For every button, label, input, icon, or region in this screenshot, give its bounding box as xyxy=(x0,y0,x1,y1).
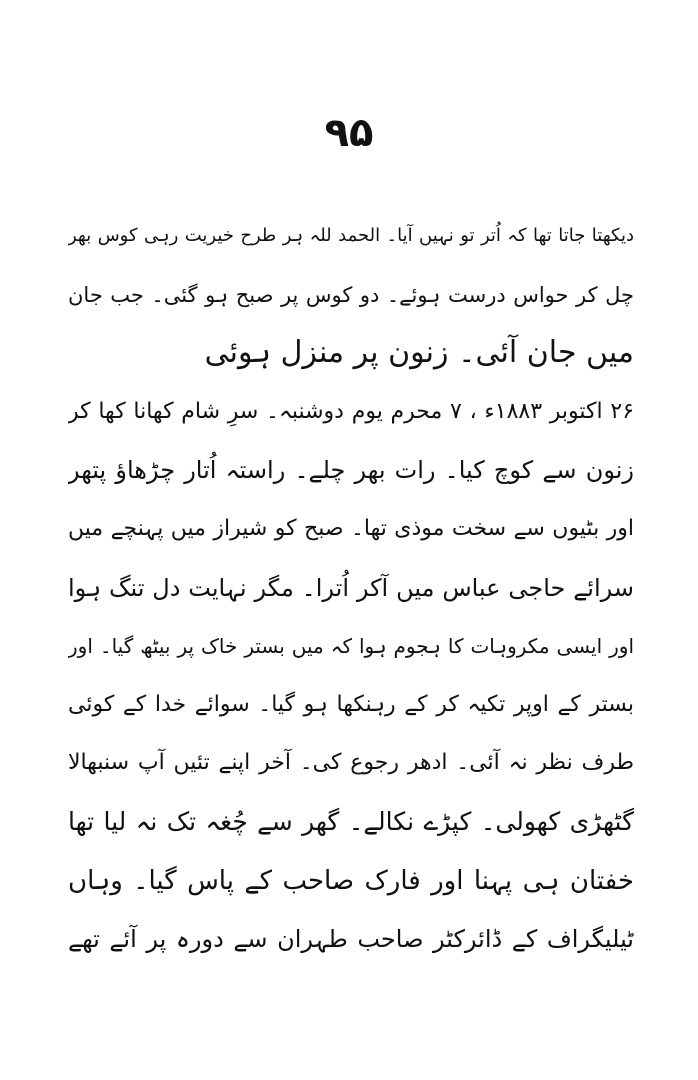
text-line: سرائے حاجی عباس میں آکر اُترا۔ مگر نہایت دل تنگ ہوا xyxy=(68,573,634,602)
text-line: گٹھڑی کھولی۔ کپڑے نکالے۔ گھر سے چُغہ تک نہ لیا تھا xyxy=(68,806,634,836)
text-line: دیکھتا جاتا تھا کہ اُتر تو نہیں آیا۔ الحمد للہ ہر طرح خیریت رہی کوس بھر xyxy=(68,225,634,246)
text-line: طرف نظر نہ آئی۔ ادھر رجوع کی۔ آخر اپنے تئیں آپ سنبھالا xyxy=(68,750,634,776)
text-line: بستر کے اوپر تکیہ کر کے رہنکھا ہو گیا۔ سوائے خدا کے کوئی xyxy=(68,691,634,717)
text-line: ٹیلیگراف کے ڈائرکٹر صاحب طہران سے دورہ پر آئے تھے xyxy=(68,925,634,954)
text-line: چل کر حواس درست ہوئے۔ دو کوس پر صبح ہو گئی۔ جب جان xyxy=(68,282,634,307)
text-line: زنون سے کوچ کیا۔ رات بھر چلے۔ راستہ اُتار چڑھاؤ پتھر xyxy=(68,456,634,485)
text-line: میں جان آئی۔ زنون پر منزل ہوئی xyxy=(204,335,634,371)
page-body-text xyxy=(68,207,634,969)
text-line: اور ایسی مکروہات کا ہجوم ہوا کہ میں بستر خاک پر بیٹھ گیا۔ اور xyxy=(68,634,634,659)
page-number: ۹۵ xyxy=(324,110,374,156)
text-line: خفتان ہی پہنا اور فارک صاحب کے پاس گیا۔ وہاں xyxy=(68,865,634,896)
text-line: ۲۶ اکتوبر ۱۸۸۳ء ، ۷ محرم یوم دوشنبہ۔ سرِ شام کھانا کھا کر xyxy=(68,398,634,424)
text-line: اور بٹیوں سے سخت موذی تھا۔ صبح کو شیراز میں پہنچے میں xyxy=(68,515,634,541)
